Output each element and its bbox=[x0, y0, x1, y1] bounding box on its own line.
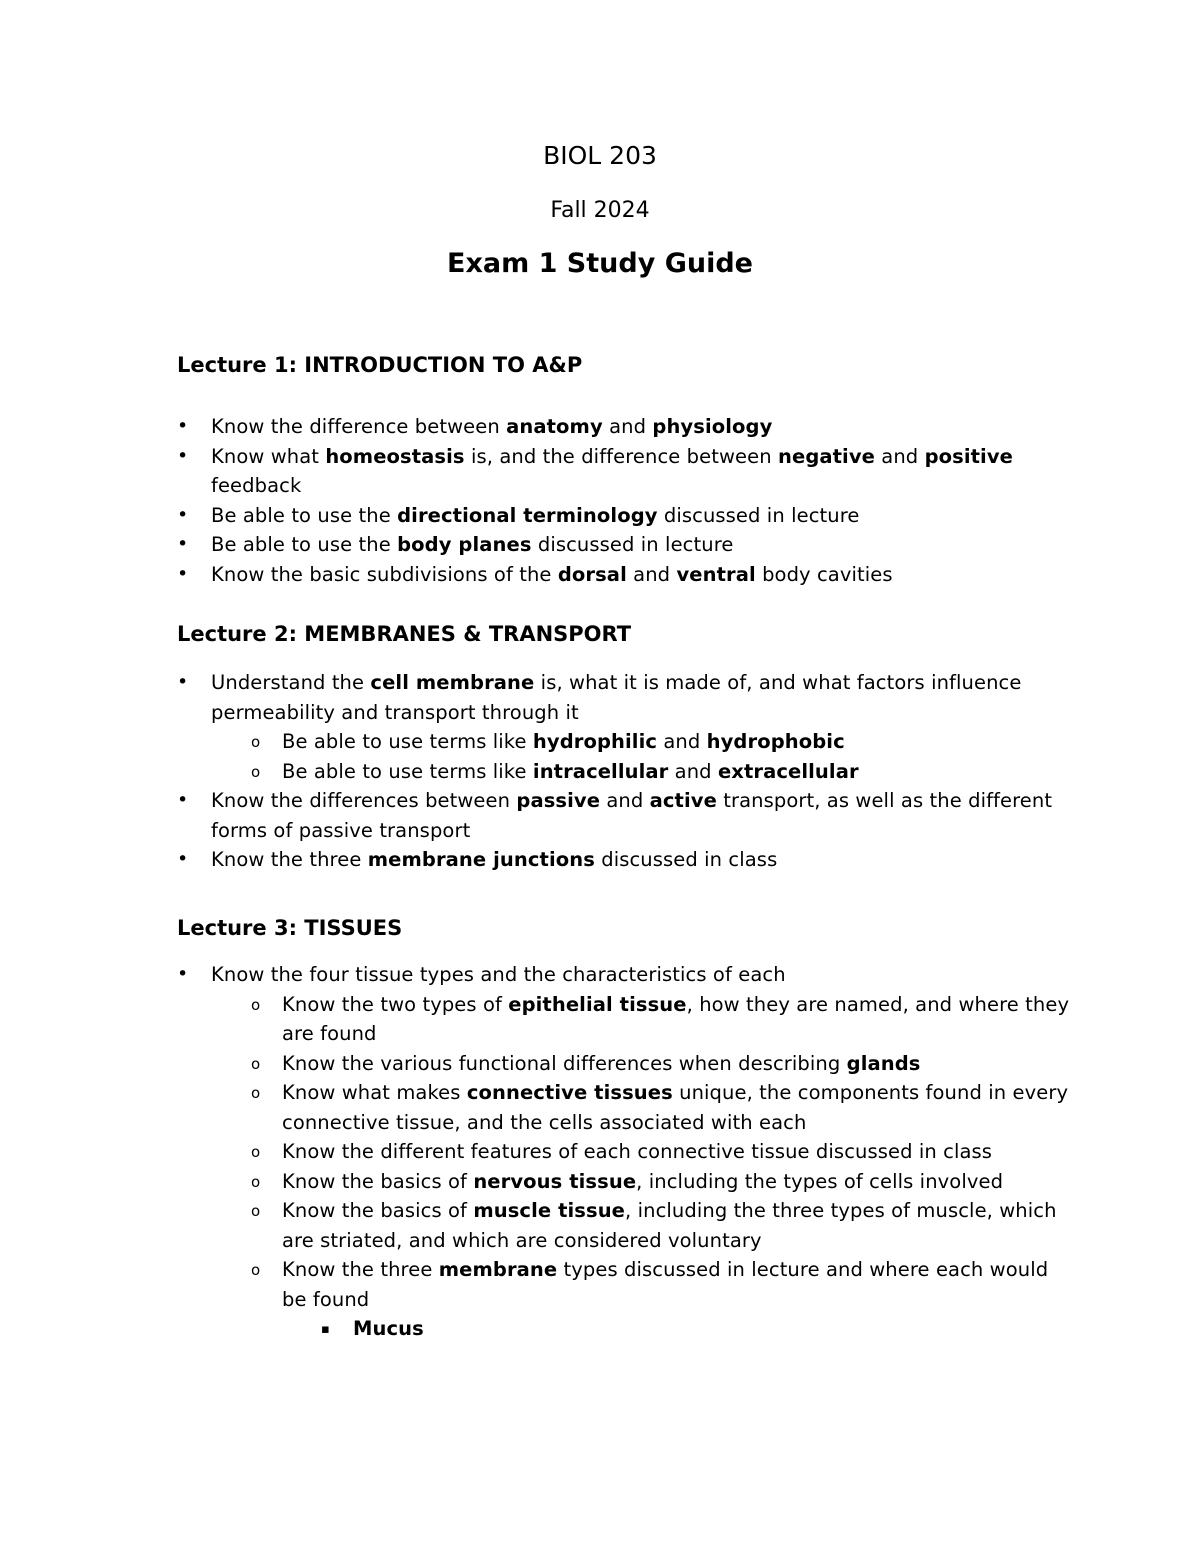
list-item: o Know the basics of muscle tissue, including the three types of muscle, which are striated, and which are considered voluntary bbox=[251, 1199, 1057, 1252]
list-item: o Know the two types of epithelial tissue, how they are named, and where they are found bbox=[251, 992, 1070, 1045]
list-item: • Know the basic subdivisions of the dorsal and ventral body cavities bbox=[177, 560, 1077, 590]
bullet-disc: • bbox=[177, 671, 189, 693]
lecture-1-section bbox=[177, 350, 1077, 589]
list-item: • Be able to use the body planes discussed in lecture bbox=[177, 530, 1077, 560]
list-item: • Understand the cell membrane is, what it is made of, and what factors influence permeability and transport through it bbox=[177, 668, 1077, 727]
lecture-2-list bbox=[177, 668, 1077, 875]
term-label: Fall 2024 bbox=[550, 198, 650, 223]
list-item: o Know the various functional differences when describing glands bbox=[177, 1049, 1077, 1079]
list-item: o Know what makes connective tissues unique, the components found in every connective tissue, and the cells associated with each bbox=[251, 1081, 1069, 1134]
list-item: ▪ Mucus bbox=[177, 1314, 1077, 1344]
list-item: • Know the difference between anatomy and physiology bbox=[177, 412, 1077, 442]
list-item: • Know the differences between passive and active transport, as well as the different forms of passive transport bbox=[177, 786, 1077, 845]
list-item: o Be able to use terms like hydrophilic and hydrophobic bbox=[177, 727, 1077, 757]
bullet-disc: • bbox=[177, 562, 189, 585]
list-item: o Know the three membrane types discussed in lecture and where each would be found bbox=[251, 1258, 1049, 1311]
bullet-circle: o bbox=[251, 1261, 261, 1279]
bullet-circle: o bbox=[251, 995, 261, 1014]
lecture-2-heading: Lecture 2: MEMBRANES & TRANSPORT bbox=[177, 622, 632, 646]
bullet-circle: o bbox=[251, 762, 261, 781]
bullet-circle: o bbox=[251, 1202, 261, 1220]
lecture-3-section bbox=[177, 913, 1077, 1344]
list-item: o Know the basics of nervous tissue, including the types of cells involved bbox=[177, 1167, 1077, 1197]
bullet-disc: • bbox=[177, 848, 189, 870]
bullet-square: ▪ bbox=[321, 1322, 330, 1337]
bullet-circle: o bbox=[251, 1172, 261, 1191]
list-item: • Be able to use the directional terminology discussed in lecture bbox=[177, 501, 1077, 531]
lecture-3-heading: Lecture 3: TISSUES bbox=[177, 916, 403, 940]
bullet-circle: o bbox=[251, 1054, 261, 1073]
lecture-3-list bbox=[177, 960, 1077, 1344]
lecture-2-section bbox=[177, 619, 1077, 875]
course-code: BIOL 203 bbox=[543, 141, 657, 170]
list-item: • Know what homeostasis is, and the difference between negative and positive feedback bbox=[177, 442, 1077, 501]
list-item: o Be able to use terms like intracellular and extracellular bbox=[177, 757, 1077, 787]
bullet-disc: • bbox=[177, 444, 189, 467]
lecture-1-heading: Lecture 1: INTRODUCTION TO A&P bbox=[177, 353, 583, 377]
list-item: • Know the three membrane junctions discussed in class bbox=[177, 845, 1077, 875]
bullet-circle: o bbox=[251, 1143, 261, 1161]
bullet-disc: • bbox=[177, 503, 189, 526]
bullet-circle: o bbox=[251, 733, 261, 751]
document-title: Exam 1 Study Guide bbox=[447, 248, 753, 279]
bullet-disc: • bbox=[177, 415, 189, 437]
bullet-disc: • bbox=[177, 963, 189, 985]
bullet-disc: • bbox=[177, 533, 189, 555]
list-item: • Know the four tissue types and the characteristics of each bbox=[177, 960, 1077, 990]
bullet-circle: o bbox=[251, 1084, 261, 1102]
lecture-1-list bbox=[177, 412, 1077, 589]
bullet-disc: • bbox=[177, 789, 189, 811]
list-item: o Know the different features of each connective tissue discussed in class bbox=[177, 1137, 1077, 1167]
